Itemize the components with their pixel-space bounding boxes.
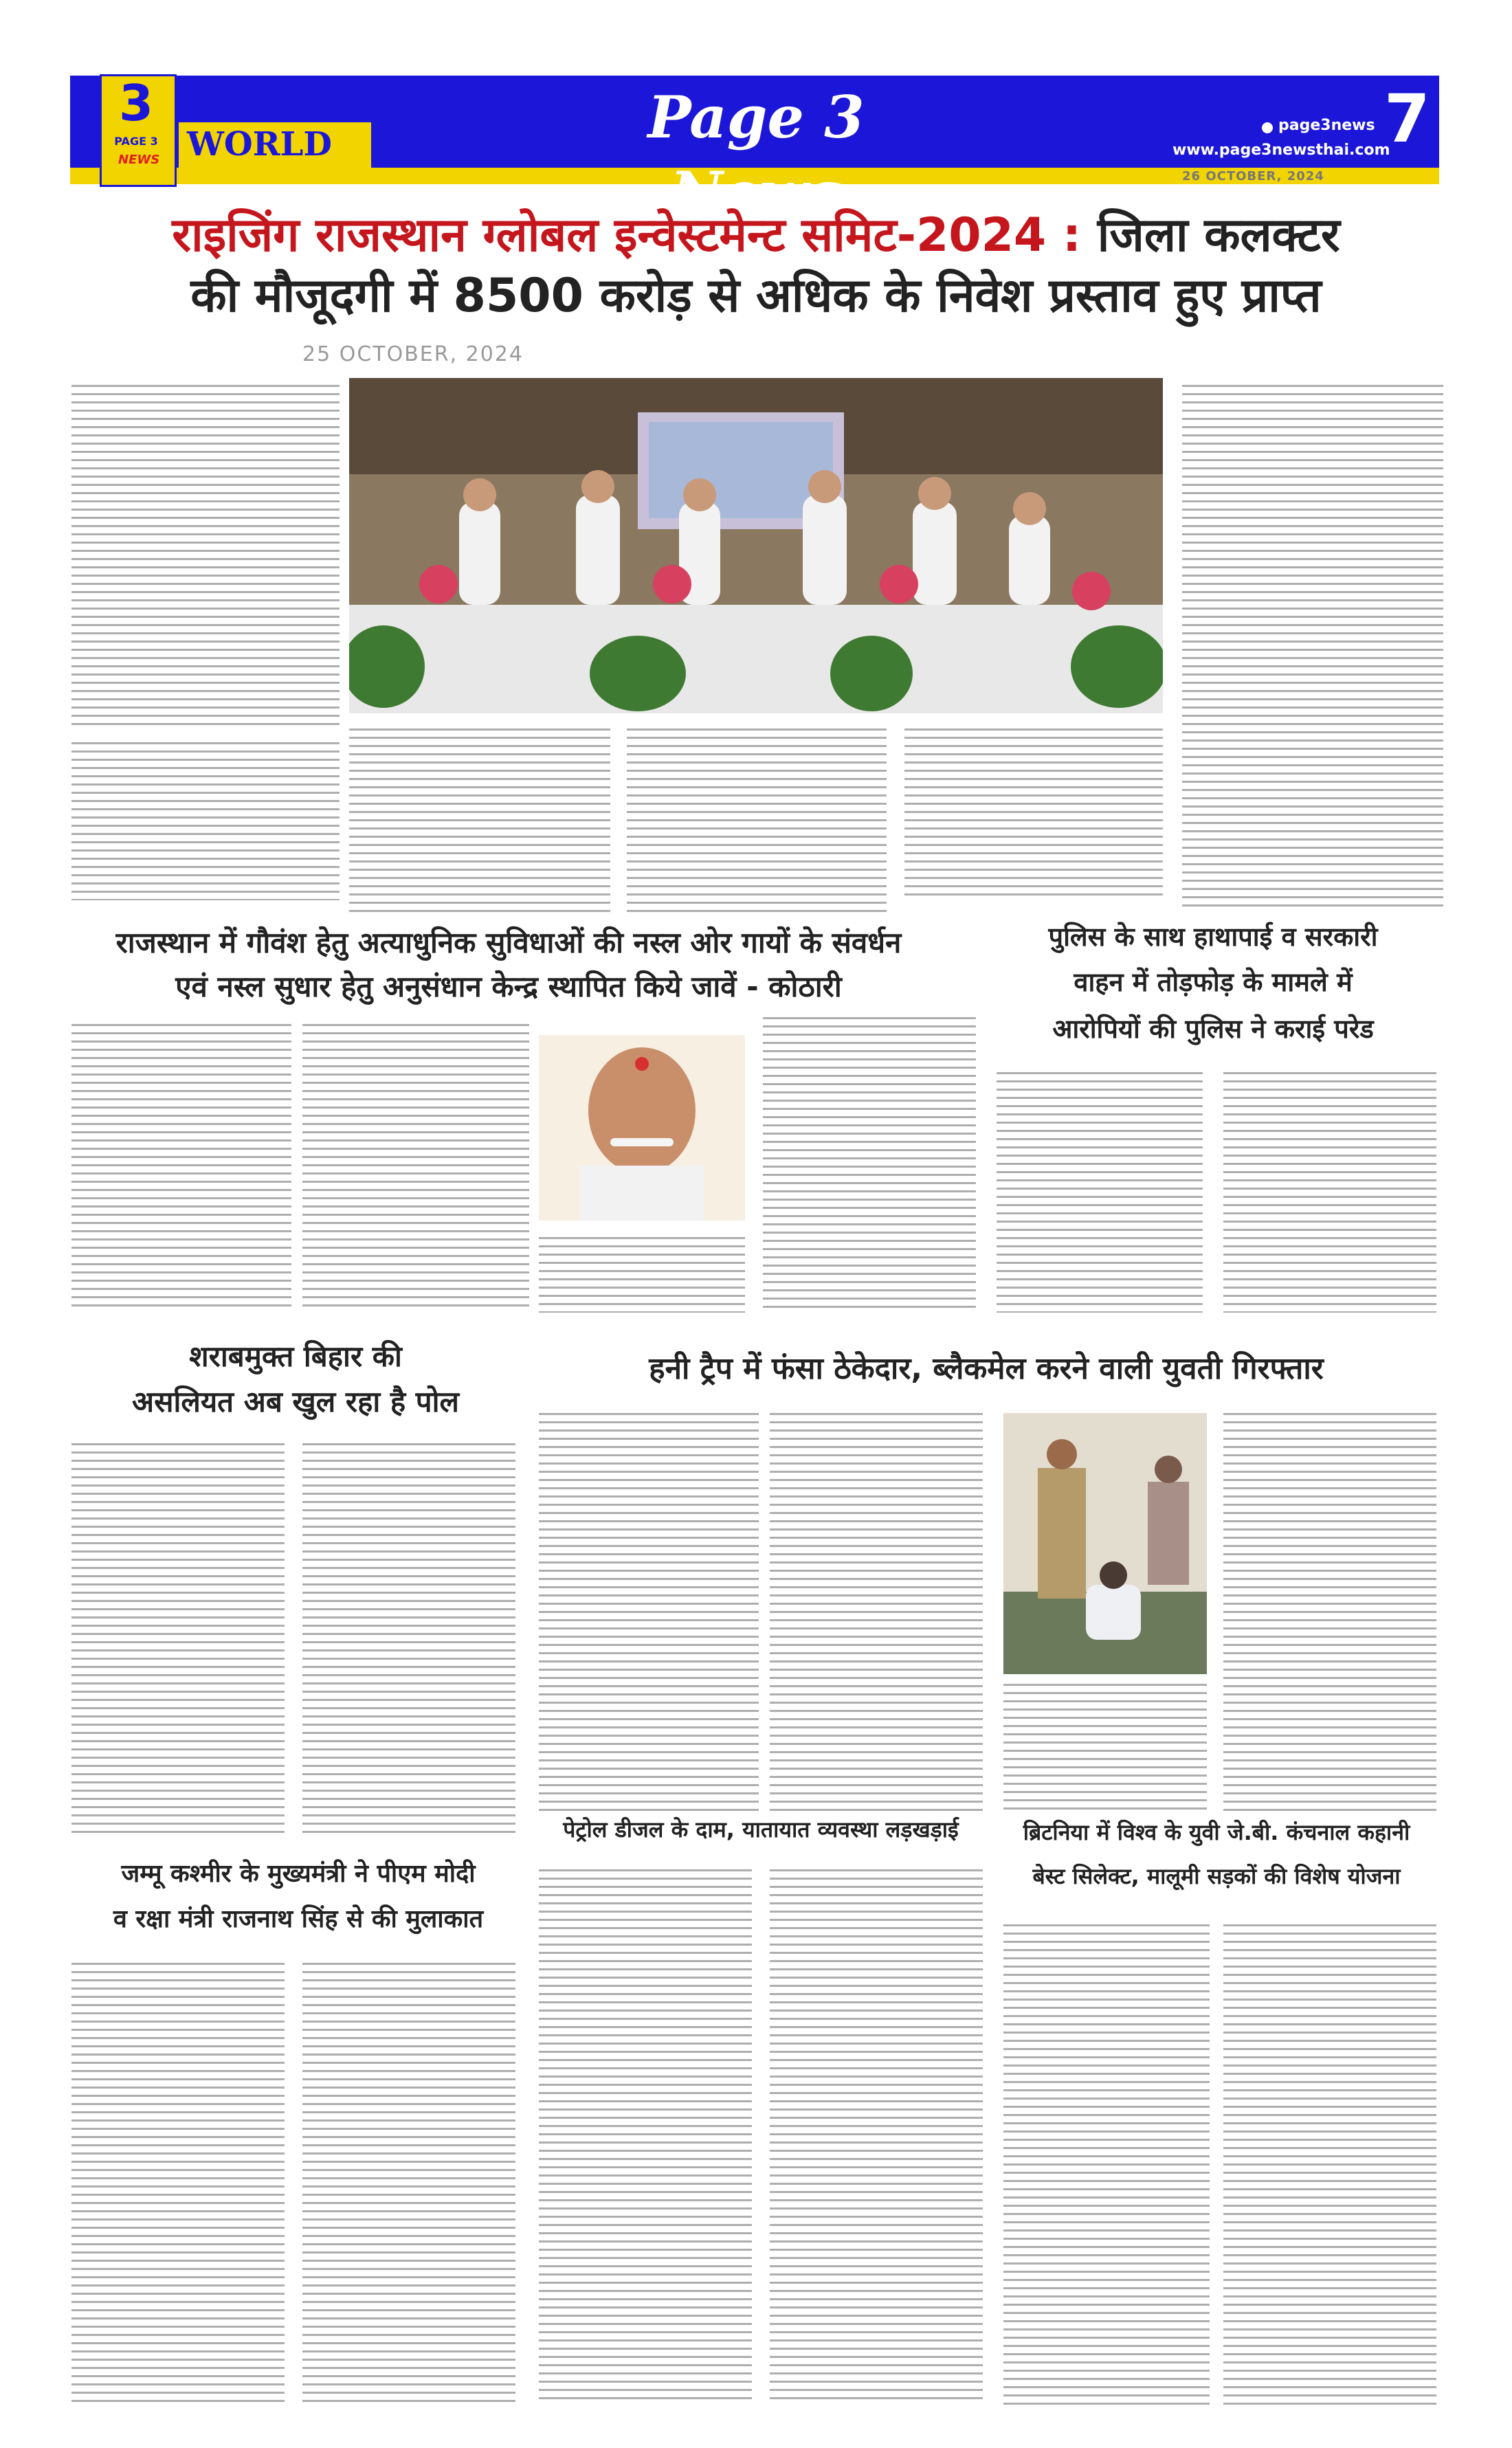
page-number: 7 xyxy=(1384,80,1430,157)
summit-photo-art xyxy=(349,378,1163,713)
lead-headline xyxy=(76,206,1436,265)
lead-headline-black: जिला कलक्टर xyxy=(1097,208,1340,263)
social-handle: page3news xyxy=(1278,117,1375,134)
logo-number: 3 xyxy=(118,74,154,132)
date-watermark: 25 OCTOBER, 2024 xyxy=(302,342,524,366)
kothari-headline-line2: एवं नस्ल सुधार हेतु अनुसंधान केन्द्र स्थापित किये जावें - कोठारी xyxy=(175,970,842,1003)
britain-headline-line2: बेस्ट सिलेक्ट, मालूमी सड़कों की विशेष योजना xyxy=(1032,1863,1401,1889)
arrest-photo xyxy=(1003,1413,1207,1674)
lead-text-column xyxy=(627,728,887,914)
lead-headline-line2: की मौजूदगी में 8500 करोड़ से अधिक के निवेश प्रस्ताव हुए प्राप्त xyxy=(190,269,1322,323)
honey-trap-text-column xyxy=(1003,1684,1207,1812)
honey-trap-text-column xyxy=(539,1413,759,1812)
honey-trap-text-column xyxy=(770,1413,983,1812)
jk-headline-line2: व रक्षा मंत्री राजनाथ सिंह से की मुलाकात xyxy=(113,1905,484,1933)
lead-headline-red: राइजिंग राजस्थान ग्लोबल इन्वेस्टमेन्ट समिट-2024 : xyxy=(172,208,1082,263)
bihar-text-column xyxy=(71,1443,285,1835)
kothari-text-column xyxy=(539,1237,745,1313)
petrol-headline: पेट्रोल डीजल के दाम, यातायात व्यवस्था लड़खड़ाई xyxy=(563,1816,959,1843)
police-text-column xyxy=(1223,1072,1436,1313)
honey-trap-headline: हनी ट्रैप में फंसा ठेकेदार, ब्लैकमेल करने वाली युवती गिरफ्तार xyxy=(649,1351,1324,1386)
logo-news-text: NEWS xyxy=(118,153,160,167)
paper-title: Page 3 News xyxy=(647,83,865,227)
lead-text-column xyxy=(349,728,610,914)
police-headline-line3: आरोपियों की पुलिस ने कराई परेड xyxy=(1052,1014,1374,1044)
logo-subtext: PAGE 3 xyxy=(114,135,158,148)
bihar-headline-line2: असलियत अब खुल रहा है पोल xyxy=(131,1385,460,1418)
petrol-text-column xyxy=(539,1869,752,2405)
kothari-portrait-art xyxy=(539,1035,745,1221)
kothari-headline-line1: राजस्थान में गौवंश हेतु अत्याधुनिक सुविधाओं की नस्ल ओर गायों के संवर्धन xyxy=(115,926,902,959)
arrest-photo-art xyxy=(1003,1413,1207,1674)
site-url[interactable]: www.page3newsthai.com xyxy=(1172,142,1390,159)
kothari-text-column xyxy=(763,1017,976,1313)
section-label: WORLD xyxy=(187,125,332,164)
kothari-portrait xyxy=(539,1035,745,1221)
issue-date: 26 OCTOBER, 2024 xyxy=(1182,169,1324,183)
kothari-text-column xyxy=(71,1024,291,1313)
britain-headline-line1: ब्रिटनिया में विश्व के युवी जे.बी. कंचनाल कहानी xyxy=(1023,1819,1410,1845)
honey-trap-text-column xyxy=(1223,1413,1436,1812)
kothari-text-column xyxy=(302,1024,529,1313)
petrol-text-column xyxy=(770,1869,983,2405)
bihar-text-column xyxy=(302,1443,515,1835)
lead-text-column xyxy=(904,728,1163,900)
jk-text-column xyxy=(71,1963,285,2403)
social-icon xyxy=(1262,122,1273,133)
police-headline-line1: पुलिस के साथ हाथापाई व सरकारी xyxy=(1048,922,1378,952)
summit-photo xyxy=(349,378,1163,713)
britain-text-column xyxy=(1223,1924,1436,2405)
lead-text-column xyxy=(71,742,340,900)
jk-text-column xyxy=(302,1963,515,2403)
police-headline-line2: वाहन में तोड़फोड़ के मामले में xyxy=(1074,967,1353,997)
lead-text-column xyxy=(1182,385,1443,907)
police-text-column xyxy=(997,1072,1203,1313)
jk-headline-line1: जम्मू कश्मीर के मुख्यमंत्री ने पीएम मोदी xyxy=(121,1860,476,1888)
britain-text-column xyxy=(1003,1924,1210,2405)
lead-text-column xyxy=(71,385,340,728)
bihar-headline-line1: शराबमुक्त बिहार की xyxy=(189,1339,402,1373)
